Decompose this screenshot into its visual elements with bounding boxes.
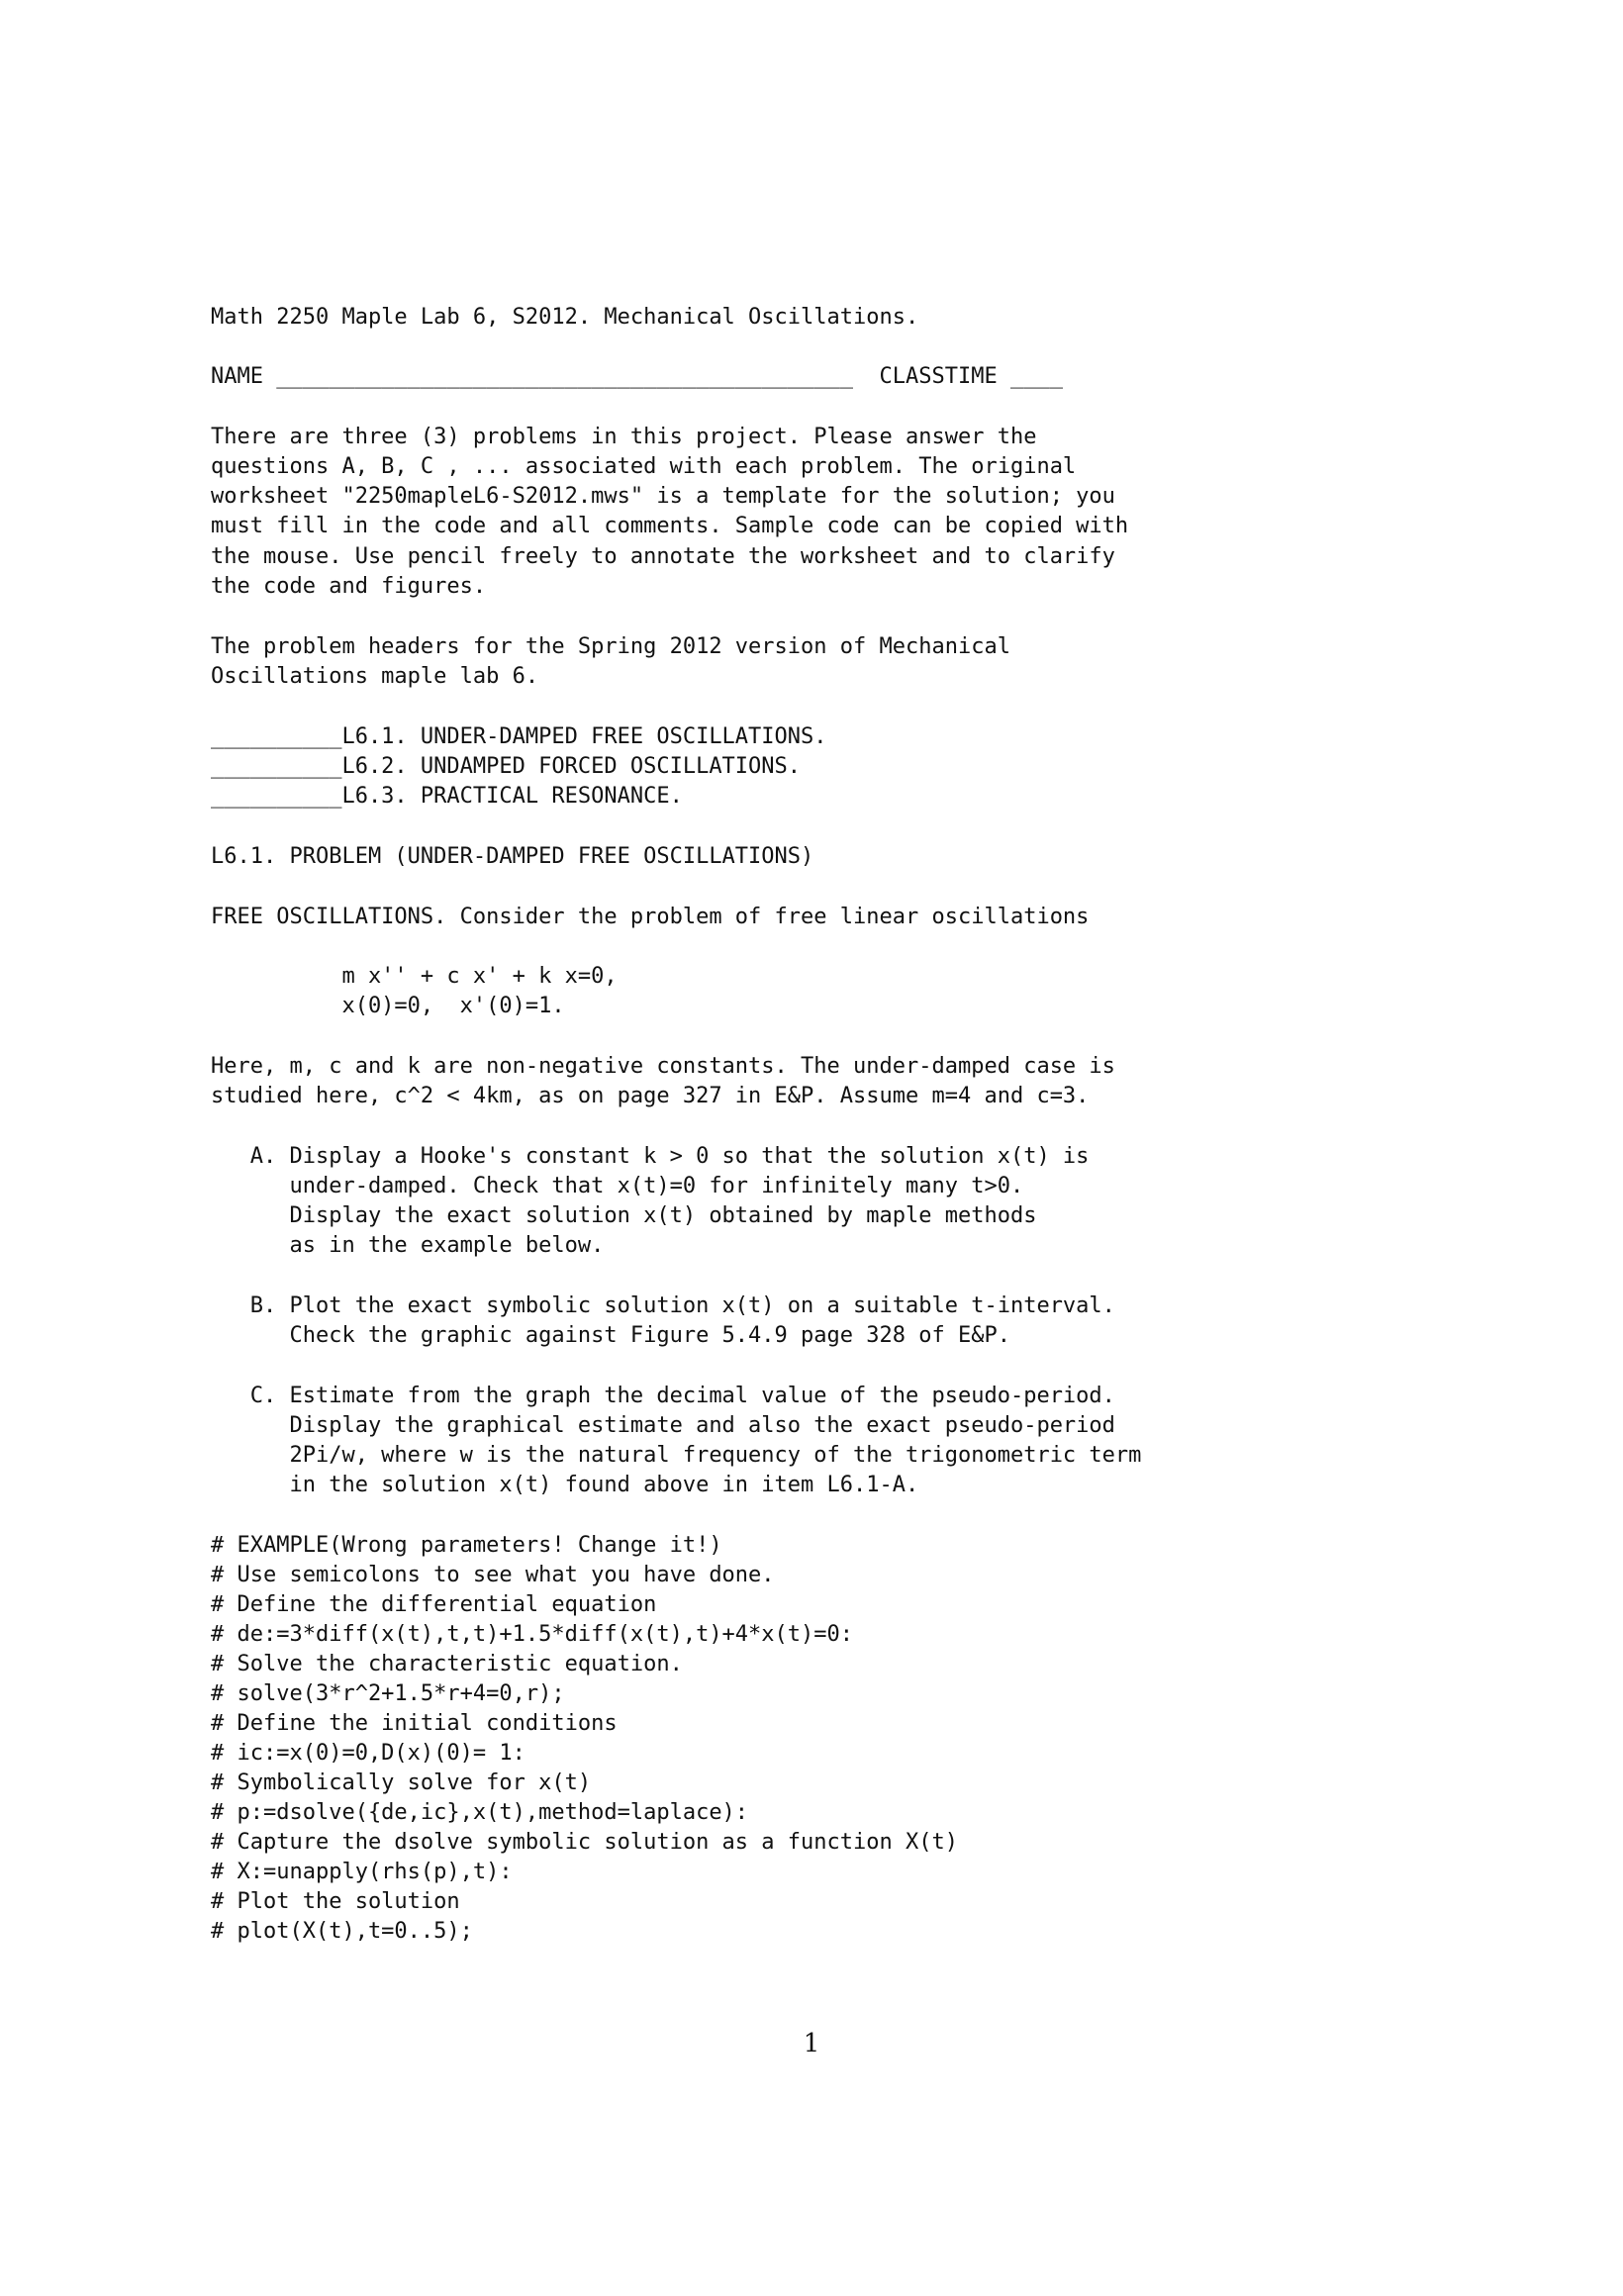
- intro-line: must fill in the code and all comments. Sample code can be copied with: [211, 514, 1129, 538]
- code-comment-line: # Define the initial conditions: [211, 1711, 618, 1736]
- code-comment-line: # ic:=x(0)=0,D(x)(0)= 1:: [211, 1741, 525, 1766]
- code-comment-line: # Capture the dsolve symbolic solution as a function X(t): [211, 1830, 958, 1855]
- question-a-line: A. Display a Hooke's constant k > 0 so that the solution x(t) is: [211, 1144, 1090, 1169]
- question-c-line: in the solution x(t) found above in item L6.1-A.: [211, 1473, 919, 1497]
- code-comment-line: # Symbolically solve for x(t): [211, 1770, 592, 1795]
- code-comment-line: # Plot the solution: [211, 1889, 460, 1914]
- code-comment-line: # plot(X(t),t=0..5);: [211, 1919, 473, 1944]
- question-a-line: under-damped. Check that x(t)=0 for infinitely many t>0.: [211, 1174, 1024, 1198]
- headers-intro-line: Oscillations maple lab 6.: [211, 664, 539, 689]
- problem-statement-line: FREE OSCILLATIONS. Consider the problem of free linear oscillations: [211, 905, 1090, 929]
- headers-intro-line: The problem headers for the Spring 2012 version of Mechanical: [211, 634, 1010, 659]
- problem-header-item: __________L6.2. UNDAMPED FORCED OSCILLATIONS.: [211, 754, 802, 779]
- question-c-line: 2Pi/w, where w is the natural frequency of the trigonometric term: [211, 1443, 1142, 1468]
- code-comment-line: # EXAMPLE(Wrong parameters! Change it!): [211, 1533, 722, 1558]
- problem-title: L6.1. PROBLEM (UNDER-DAMPED FREE OSCILLATIONS): [211, 844, 814, 869]
- code-comment-line: # solve(3*r^2+1.5*r+4=0,r);: [211, 1681, 565, 1706]
- intro-line: questions A, B, C , ... associated with each problem. The original: [211, 454, 1077, 479]
- code-comment-line: # de:=3*diff(x(t),t,t)+1.5*diff(x(t),t)+4*x(t)=0:: [211, 1622, 854, 1647]
- name-classtime-line: NAME ____________________________________________ CLASSTIME ____: [211, 364, 1063, 389]
- problem-statement-line: Here, m, c and k are non-negative constants. The under-damped case is: [211, 1054, 1115, 1079]
- question-c-line: Display the graphical estimate and also the exact pseudo-period: [211, 1413, 1115, 1438]
- question-a-line: as in the example below.: [211, 1233, 605, 1258]
- question-a-line: Display the exact solution x(t) obtained by maple methods: [211, 1203, 1037, 1228]
- intro-line: worksheet "2250mapleL6-S2012.mws" is a template for the solution; you: [211, 484, 1115, 509]
- intro-line: the mouse. Use pencil freely to annotate the worksheet and to clarify: [211, 544, 1115, 569]
- equation-line: x(0)=0, x'(0)=1.: [211, 994, 565, 1018]
- problem-statement-line: studied here, c^2 < 4km, as on page 327 in E&P. Assume m=4 and c=3.: [211, 1084, 1090, 1108]
- code-comment-line: # X:=unapply(rhs(p),t):: [211, 1860, 513, 1884]
- code-comment-line: # Define the differential equation: [211, 1592, 657, 1617]
- intro-line: the code and figures.: [211, 574, 487, 599]
- code-comment-line: # Solve the characteristic equation.: [211, 1652, 683, 1676]
- intro-line: There are three (3) problems in this project. Please answer the: [211, 425, 1037, 449]
- page-number: 1: [803, 2029, 820, 2058]
- question-b-line: Check the graphic against Figure 5.4.9 page 328 of E&P.: [211, 1323, 1010, 1348]
- question-c-line: C. Estimate from the graph the decimal value of the pseudo-period.: [211, 1384, 1115, 1408]
- problem-header-item: __________L6.1. UNDER-DAMPED FREE OSCILLATIONS.: [211, 724, 827, 749]
- document-title: Math 2250 Maple Lab 6, S2012. Mechanical Oscillations.: [211, 305, 919, 330]
- question-b-line: B. Plot the exact symbolic solution x(t) on a suitable t-interval.: [211, 1293, 1115, 1318]
- code-comment-line: # p:=dsolve({de,ic},x(t),method=laplace):: [211, 1800, 749, 1825]
- code-comment-line: # Use semicolons to see what you have done.: [211, 1563, 775, 1587]
- equation-line: m x'' + c x' + k x=0,: [211, 964, 618, 989]
- problem-header-item: __________L6.3. PRACTICAL RESONANCE.: [211, 784, 683, 809]
